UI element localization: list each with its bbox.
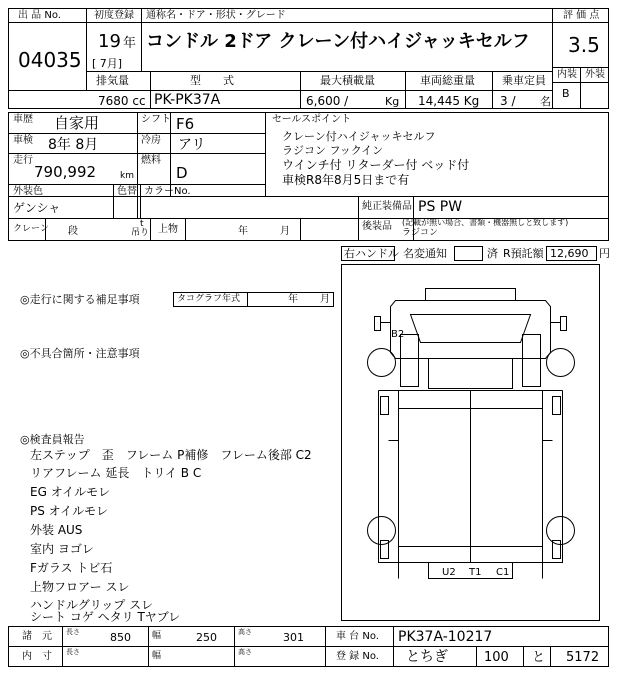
width-label: 幅	[152, 631, 162, 641]
inspector-line: 上物フロアー スレ	[30, 580, 130, 594]
history-label: 車歴	[13, 114, 33, 125]
damage-mark-b2: B2	[391, 329, 405, 340]
upper-month: 月	[280, 226, 290, 237]
max-load-label: 最大積載量	[320, 74, 375, 87]
inspection-label: 車検	[13, 135, 33, 146]
gross-weight-label: 車両総重量	[420, 74, 475, 87]
sales-point-line: 車検R8年8月5日まで有	[282, 173, 410, 187]
tachograph-year: 年	[288, 294, 298, 305]
inspector-line: ハンドルグリップ スレ	[30, 598, 154, 612]
capacity-label: 乗車定員	[502, 74, 546, 87]
capacity-unit: 名	[540, 95, 551, 108]
inspector-line: PS オイルモレ	[30, 504, 109, 518]
inner-width-label: 幅	[152, 651, 162, 661]
shift-value: F6	[176, 115, 195, 133]
recycle-unit: 円	[599, 247, 610, 260]
length-label: 長さ	[66, 628, 80, 636]
first-reg-label: 初度登録	[94, 10, 134, 21]
damage-mark-u2: U2	[442, 567, 456, 578]
lot-no: 04035	[18, 48, 82, 72]
registration-label: 登 録 No.	[336, 651, 379, 662]
sales-point-line: ラジコン フックイン	[282, 144, 384, 157]
chassis-label: 車 台 No.	[336, 631, 379, 642]
upper-year: 年	[238, 226, 248, 237]
recycle-value: 12,690	[550, 247, 589, 260]
tachograph-label: タコグラフ年式	[177, 294, 241, 304]
inspector-line: 室内 ヨゴレ	[30, 542, 94, 556]
height-label: 高さ	[238, 628, 252, 636]
inspector-line: リアフレーム 延長 トリイ B C	[30, 466, 202, 480]
inner-height-label: 高さ	[238, 648, 252, 656]
inspector-report-label: ◎検査員報告	[20, 433, 85, 446]
color-no-label: カラーNo.	[144, 186, 191, 197]
model-value: PK-PK37A	[154, 92, 221, 108]
aftermarket-note: (記載が無い場合、書類・機器無しと致します)	[402, 218, 569, 227]
ac-value: アリ	[178, 137, 206, 153]
registration-class: 100	[484, 650, 509, 665]
height-value: 301	[283, 631, 304, 644]
tachograph-month: 月	[320, 294, 330, 305]
inspection-value: 8年 8月	[48, 137, 99, 153]
inspector-line: シート コゲ ヘタリ Tヤブレ	[30, 610, 181, 624]
ac-label: 冷房	[141, 135, 161, 146]
fuel-value: D	[176, 164, 188, 182]
vehicle-name: コンドル 2ドア クレーン付ハイジャッキセルフ	[146, 31, 530, 52]
interior-label: 内装	[557, 69, 577, 80]
sales-point-line: クレーン付ハイジャッキセルフ	[282, 130, 436, 143]
overall-score: 3.5	[568, 33, 600, 57]
dimensions-label: 諸 元	[22, 631, 52, 642]
registration-area: とちぎ	[406, 649, 448, 665]
rhd-flag: 右ハンドル	[344, 247, 399, 260]
score-label: 評 価 点	[563, 10, 600, 21]
recycle-label: R預託額	[503, 247, 544, 260]
gross-weight-value: 14,445 Kg	[418, 94, 480, 108]
registration-number: 5172	[566, 650, 600, 665]
mileage-value: 790,992	[34, 163, 97, 181]
fuel-label: 燃料	[141, 155, 161, 166]
inspector-line: Fガラス トビ石	[30, 561, 113, 575]
interior-grade: B	[562, 87, 570, 100]
upper-label: 上物	[158, 224, 178, 235]
length-value: 850	[110, 631, 131, 644]
aftermarket-value: ラジコン	[402, 228, 439, 238]
first-reg-year: 19	[98, 31, 121, 52]
inspector-line: 外装 AUS	[30, 523, 83, 537]
recycle-prefix: 済	[487, 247, 498, 260]
max-load-value: 6,600 /	[306, 94, 349, 108]
crane-label: クレーン	[13, 224, 49, 234]
crane-lift: 吊り	[131, 228, 150, 238]
chassis-value: PK37A-10217	[398, 629, 493, 645]
first-reg-year-unit: 年	[123, 36, 137, 51]
ext-color-label: 外装色	[13, 186, 43, 197]
genuine-equipment-label: 純正装備品	[362, 201, 412, 212]
damage-mark-t1: T1	[469, 567, 482, 578]
damage-mark-c1: C1	[496, 567, 510, 578]
history-value: 自家用	[54, 114, 100, 132]
inner-length-label: 長さ	[66, 648, 80, 656]
aftermarket-label: 後装品	[362, 221, 392, 232]
first-reg-month: [ 7月]	[92, 57, 123, 70]
inspector-line: EG オイルモレ	[30, 485, 111, 499]
vehicle-name-label: 通称名・ドア・形状・グレード	[146, 10, 286, 21]
crane-stage: 段	[68, 226, 78, 237]
crane-ton: t	[140, 219, 144, 229]
genuine-equipment-value: PS PW	[418, 199, 463, 215]
inspector-line: 左ステップ 歪 フレーム P補修 フレーム後部 C2	[30, 448, 312, 462]
capacity-value: 3 /	[500, 94, 516, 108]
displacement-value: 7680 cc	[98, 94, 146, 108]
name-change-label: 名変通知	[403, 247, 447, 260]
driving-notes-label: ◎走行に関する補足事項	[20, 293, 140, 306]
defects-label: ◎不具合箇所・注意事項	[20, 347, 140, 360]
model-label: 型 式	[190, 74, 234, 87]
inner-dims-label: 内 寸	[22, 651, 52, 662]
mileage-unit: km	[120, 171, 134, 181]
registration-kana: と	[532, 650, 546, 665]
lot-no-label: 出 品 No.	[18, 10, 61, 21]
shift-label: シフト	[141, 114, 171, 125]
color-change-label: 色替	[117, 186, 137, 197]
displacement-label: 排気量	[96, 74, 129, 87]
ext-color-value: ゲンシャ	[13, 201, 61, 215]
width-value: 250	[196, 631, 217, 644]
max-load-unit: Kg	[385, 95, 400, 108]
mileage-label: 走行	[13, 155, 33, 166]
sales-points-title: セールスポイント	[272, 114, 352, 125]
exterior-label: 外装	[585, 69, 605, 80]
sales-point-line: ウインチ付 リターダー付 ベッド付	[282, 158, 470, 172]
